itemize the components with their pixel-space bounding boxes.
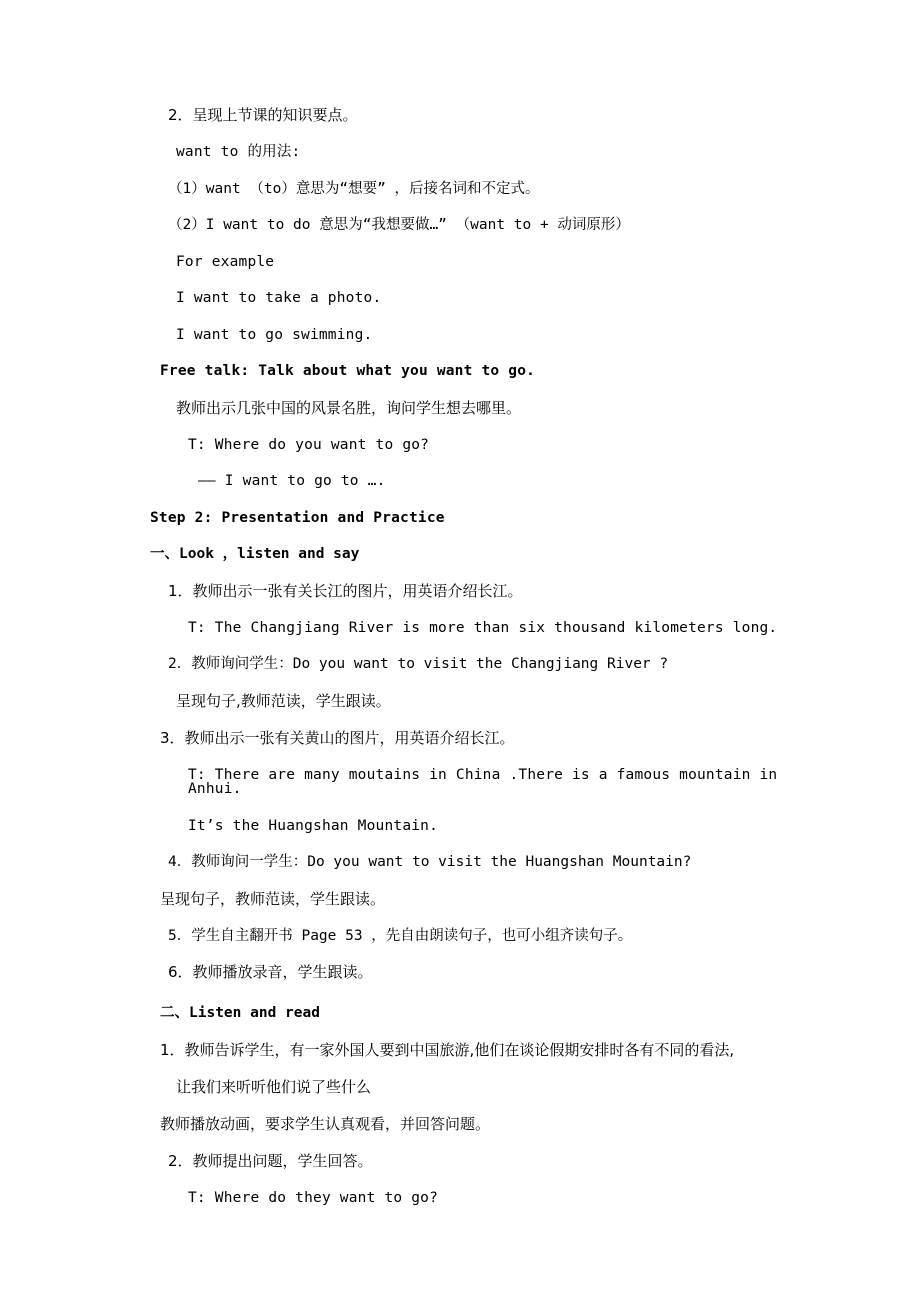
line-activity-4: 4．教师询问一学生：Do you want to visit the Huangshan Mountain? [168, 854, 692, 870]
line-section-two-heading: 二、Listen and read [160, 1005, 320, 1021]
line-answer-i-want-to-go: —— I want to go to …. [198, 473, 386, 489]
line-section-one-heading: 一、Look ，listen and say [150, 546, 360, 562]
line-activity-2: 2．教师询问学生：Do you want to visit the Changjiang River ? [168, 656, 669, 672]
line-present-sentence-2: 呈现句子，教师范读，学生跟读。 [160, 889, 386, 908]
line-listen-activity-1-cont: 让我们来听听他们说了些什么 [176, 1077, 372, 1096]
line-listen-activity-1: 1．教师告诉学生，有一家外国人要到中国旅游,他们在谈论假期安排时各有不同的看法, [160, 1040, 735, 1059]
line-usage-1: （1）want （to）意思为“想要” ，后接名词和不定式。 [168, 180, 540, 197]
line-free-talk: Free talk: Talk about what you want to go. [160, 363, 536, 379]
line-activity-5: 5．学生自主翻开书 Page 53 ，先自由朗读句子，也可小组齐读句子。 [168, 927, 633, 944]
line-t-changjiang-river: T: The Changjiang River is more than six thousand kilometers long. [188, 619, 778, 636]
line-want-to-usage-title: want to 的用法: [176, 144, 301, 160]
line-present-sentence-1: 呈现句子,教师范读，学生跟读。 [176, 691, 391, 710]
line-t-where-do-you-want: T: Where do you want to go? [188, 436, 430, 453]
document-body [150, 108, 800, 1205]
line-t-where-do-they-want: T: Where do they want to go? [188, 1189, 439, 1206]
line-example-go-swimming: I want to go swimming. [176, 326, 373, 343]
line-play-animation: 教师播放动画，要求学生认真观看，并回答问题。 [160, 1114, 491, 1133]
line-activity-6: 6．教师播放录音，学生跟读。 [168, 963, 373, 981]
line-teacher-shows-scenes: 教师出示几张中国的风景名胜，询问学生想去哪里。 [176, 398, 522, 417]
line-activity-1: 1．教师出示一张有关长江的图片，用英语介绍长江。 [168, 581, 523, 600]
line-step-2-heading: Step 2: Presentation and Practice [150, 509, 445, 526]
line-for-example: For example [176, 253, 275, 270]
line-t-huangshan-mountain: It’s the Huangshan Mountain. [188, 817, 439, 834]
line-activity-3: 3．教师出示一张有关黄山的图片，用英语介绍长江。 [160, 728, 515, 747]
line-example-take-photo: I want to take a photo. [176, 290, 382, 306]
line-usage-2: （2）I want to do 意思为“我想要做…” （want to + 动词原形） [168, 217, 630, 233]
line-review-point: 2．呈现上节课的知识要点。 [168, 106, 358, 124]
line-t-many-mountains: T: There are many moutains in China .There is a famous mountain in Anhui. [188, 766, 787, 797]
line-listen-activity-2: 2．教师提出问题，学生回答。 [168, 1151, 373, 1170]
